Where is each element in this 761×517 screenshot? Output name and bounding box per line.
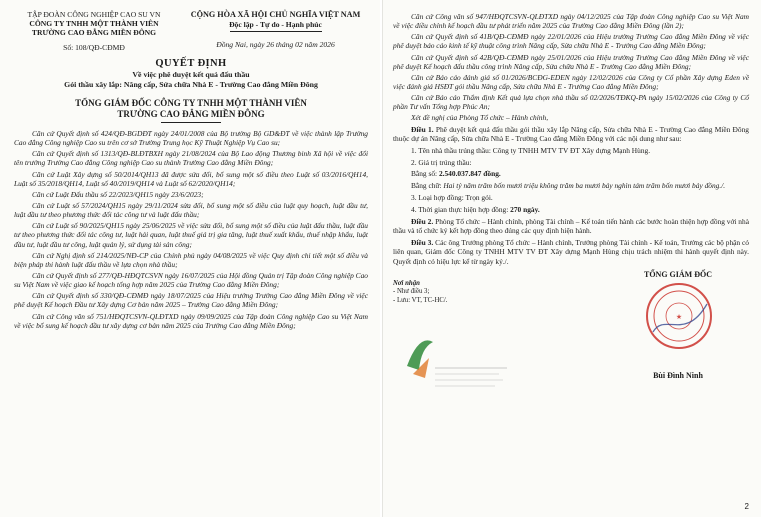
recipient-line: - Lưu: VT, TC-HC/.	[393, 296, 448, 304]
subject-line1: Về việc phê duyệt kết quả đấu thầu	[132, 69, 250, 79]
org-name-line2: TRƯỜNG CAO ĐẲNG MIỀN ĐÔNG	[31, 28, 157, 38]
document-header	[14, 10, 368, 52]
article-2-label: Điều 2.	[411, 216, 434, 226]
duration-value: 270 ngày.	[510, 204, 540, 214]
legal-basis-paragraph: Căn cứ Quyết định số 1313/QĐ-BLĐTBXH ngày 21/08/2024 của Bộ Lao động Thương binh Xã hội về việc đổi tên trường Trường Cao đẳng Công nghiệp Cao su thành Trường Cao đẳng Miền Đông;	[14, 149, 368, 168]
legal-basis-paragraph: Căn cứ Quyết định số 277/QĐ-HĐQTCSVN ngày 16/07/2025 của Hội đồng Quản trị Tập đoàn Công nghiệp Cao su Việt Nam về việc giao kế hoạch tổng hợp năm 2025 của Trường Cao đẳng Miền Đông;	[14, 270, 368, 290]
article-2	[393, 217, 749, 236]
page-number: 2	[744, 502, 749, 511]
place-date: Đồng Nai, ngày 26 tháng 02 năm 2026	[216, 40, 335, 49]
winner-item: 1. Tên nhà thầu trúng thầu: Công ty TNHH MTV TV ĐT Xây dựng Mạnh Hùng.	[411, 145, 651, 155]
article-3-label: Điều 3.	[411, 237, 434, 247]
recipient-line: - Như điều 3;	[393, 288, 430, 296]
issuer-line2: TRƯỜNG CAO ĐẲNG MIỀN ĐÔNG	[117, 109, 265, 119]
official-seal	[645, 282, 713, 350]
legal-basis-paragraph: Căn cứ Quyết định số 330/QĐ-CĐMĐ ngày 18/07/2025 của Hiệu trưởng Trường Cao đẳng Miền Đông về việc phê duyệt Kế hoạch Đầu tư Xây dựng Cơ bản năm 2025 – Trường Cao đẳng Miền Đông;	[14, 291, 368, 310]
org-parent: TẬP ĐOÀN CÔNG NGHIỆP CAO SU VN	[27, 10, 161, 19]
price-value: 2.540.037.847 đồng.	[438, 169, 501, 179]
legal-bases-right	[393, 12, 749, 123]
price-in-words: Bằng chữ: Hai tỷ năm trăm bốn mươi triệu không trăm ba mươi bảy nghìn tám trăm bốn mươi bảy đồng./.	[411, 181, 726, 191]
legal-basis-paragraph: Căn cứ Nghị định số 214/2025/NĐ-CP của Chính phủ ngày 04/08/2025 về việc Quy định chi tiết một số điều và biện pháp thi hành luật đấu thầu về lựa chọn nhà thầu;	[14, 250, 368, 269]
legal-basis-paragraph: Căn cứ Luật số 90/2025/QH15 ngày 25/06/2025 về việc sửa đổi, bổ sung một số điều của luật đấu thầu, luật đầu tư theo phương thức đối tác công tư, luật hải quan, luật thuế giá trị gia tăng, luật thuế xuất khẩu, thuế nhập khẩu, luật đầu tư, luật đầu tư công, luật quản lý, sử dụng tài sản công;	[14, 221, 368, 249]
article-1-label: Điều 1.	[411, 124, 434, 134]
legal-basis-paragraph: Căn cứ Báo cáo Thẩm định Kết quả lựa chọn nhà thầu số 02/2026/TĐKQ-PA ngày 15/02/2026 của Công ty Cổ phần Tư vấn Tổng hợp Phúc An;	[393, 93, 749, 112]
document-page-right	[382, 0, 761, 517]
issuer-underline	[161, 122, 221, 123]
contract-type-item: 3. Loại hợp đồng: Trọn gói.	[411, 192, 493, 202]
motto-underline	[230, 31, 322, 32]
svg-text:★: ★	[675, 314, 683, 321]
legal-basis-paragraph: Căn cứ Luật số 57/2024/QH15 ngày 29/11/2024 sửa đổi, bổ sung một số điều của luật quy hoạch, luật đầu tư, luật đầu tư theo phương thức đối tác công tư và luật đấu thầu;	[14, 201, 368, 220]
signatory-name: Bùi Đình Ninh	[653, 371, 703, 380]
national-header-block	[183, 10, 368, 52]
legal-basis-paragraph: Căn cứ Công văn số 751/HĐQTCSVN-QLĐTXD ngày 09/09/2025 của Tập đoàn Công nghiệp Cao su Việt Nam về việc bổ sung kế hoạch đầu tư xây dựng cơ bản năm 2025 của Trường Cao đẳng Miền Đông;	[14, 311, 368, 330]
doc-number: Số: 108/QĐ-CĐMĐ	[63, 42, 125, 52]
national-motto: Độc lập - Tự do - Hạnh phúc	[229, 20, 322, 29]
digital-signature-badge	[399, 328, 509, 392]
legal-basis-paragraph: Căn cứ Luật Đấu thầu số 22/2023/QH15 ngày 23/6/2023;	[32, 189, 204, 199]
legal-basis-paragraph: Căn cứ Quyết định số 42B/QĐ-CĐMĐ ngày 25/01/2026 của Hiệu trưởng Trường Cao đẳng Miền Đông về việc phê duyệt Kế hoạch đấu thầu công trình Nâng cấp, Sửa chữa Nhà E - Trường Cao đẳng Miền Đông;	[393, 52, 749, 71]
org-name-line1: CÔNG TY TNHH MỘT THÀNH VIÊN	[29, 19, 159, 29]
signature-area	[393, 270, 749, 392]
price-words-value: Hai tỷ năm trăm bốn mươi triệu không trăm ba mươi bảy nghìn tám trăm bốn mươi bảy đồng./.	[443, 181, 726, 191]
national-title: CỘNG HÒA XÃ HỘI CHỦ NGHĨA VIỆT NAM	[190, 10, 361, 19]
legal-basis-paragraph: Căn cứ Quyết định số 41B/QĐ-CĐMĐ ngày 22/01/2026 của Hiệu trưởng Trường Cao đẳng Miền Đông về việc phê duyệt báo cáo kinh tế kỹ thuật công trình Nâng cấp, Sửa chữa Nhà E - Trường Cao đẳng Miền Đông;	[393, 32, 749, 51]
issuer-line1: TỔNG GIÁM ĐỐC CÔNG TY TNHH MỘT THÀNH VIÊN	[75, 98, 307, 108]
price-item: 2. Giá trị trúng thầu:	[411, 157, 472, 167]
article-1	[393, 125, 749, 144]
subject-line2: Gói thầu xây lắp: Nâng cấp, Sửa chữa Nhà E - Trường Cao đẳng Miền Đông	[64, 80, 318, 90]
recipients-block	[393, 280, 447, 305]
legal-bases-left	[14, 129, 368, 330]
legal-basis-paragraph: Căn cứ Công văn số 947/HĐQTCSVN-QLĐTXD ngày 04/12/2025 của Tập đoàn Công nghiệp Cao su Việt Nam về việc điều chỉnh kế hoạch đầu tư phát triển năm 2025 của Trường Cao đẳng Miền Đông (lần 2);	[393, 12, 749, 31]
recipients-heading: Nơi nhận	[393, 280, 420, 287]
price-in-numbers: Bằng số: 2.540.037.847 đồng.	[411, 169, 501, 179]
signatory-role: TỔNG GIÁM ĐỐC	[644, 270, 712, 279]
issuing-org-block	[14, 10, 174, 52]
document-page-left	[0, 0, 380, 517]
legal-basis-paragraph: Căn cứ Báo cáo đánh giá số 01/2026/BCĐG-EDEN ngày 12/02/2026 của Công ty Cổ phần Xây dựng Eden về việc đánh giá HSĐT gói thầu Nâng cấp, Sửa chữa Nhà E - Trường Cao đẳng Miền Đông;	[393, 72, 749, 91]
article-3-text: Các ông Trưởng phòng Tổ chức – Hành chính, Trưởng phòng Tài chính - Kế toán, Trưởng các bộ phận có liên quan, Giám đốc Công ty TNHH MTV TV ĐT Xây dựng Mạnh Hùng chịu trách nhiệm thi hành quyết định này. Quyết định có hiệu lực kể từ ngày ký./.	[393, 237, 749, 266]
article-3	[393, 238, 749, 266]
legal-basis-paragraph: Căn cứ Luật Xây dựng số 50/2014/QH13 đã được sửa đổi, bổ sung một số điều theo Luật số 03/2016/QH14, Luật số 35/2018/QH14, Luật số 40/2019/QH14 và Luật số 62/2020/QH14;	[14, 169, 368, 188]
article-2-text: Phòng Tổ chức – Hành chính, phòng Tài chính – Kế toán tiến hành các bước hoàn thiện hợp đồng với nhà thầu và tổ chức ký kết hợp đồng theo đúng các quy định hiện hành.	[393, 216, 749, 235]
legal-basis-paragraph: Xét đề nghị của Phòng Tổ chức – Hành chính,	[411, 113, 549, 123]
article-1-text: Phê duyệt kết quả đấu thầu gói thầu xây lắp Nâng cấp, Sửa chữa Nhà E - Trường Cao đẳng Miền Đông thuộc dự án Nâng cấp, Sửa chữa Nhà E - Trường Cao đẳng Miền Đông với các nội dung như sau:	[393, 124, 749, 143]
duration-item: 4. Thời gian thực hiện hợp đồng: 270 ngày.	[411, 204, 540, 214]
legal-basis-paragraph: Căn cứ Quyết định số 424/QĐ-BGDĐT ngày 24/01/2008 của Bộ trưởng Bộ GD&ĐT về việc thành lập Trường Cao đẳng Công nghiệp Cao su trên cơ sở Trường Trung học Kỹ Thuật Nghiệp Vụ Cao su;	[14, 129, 368, 148]
doc-title: QUYẾT ĐỊNH	[155, 57, 227, 69]
